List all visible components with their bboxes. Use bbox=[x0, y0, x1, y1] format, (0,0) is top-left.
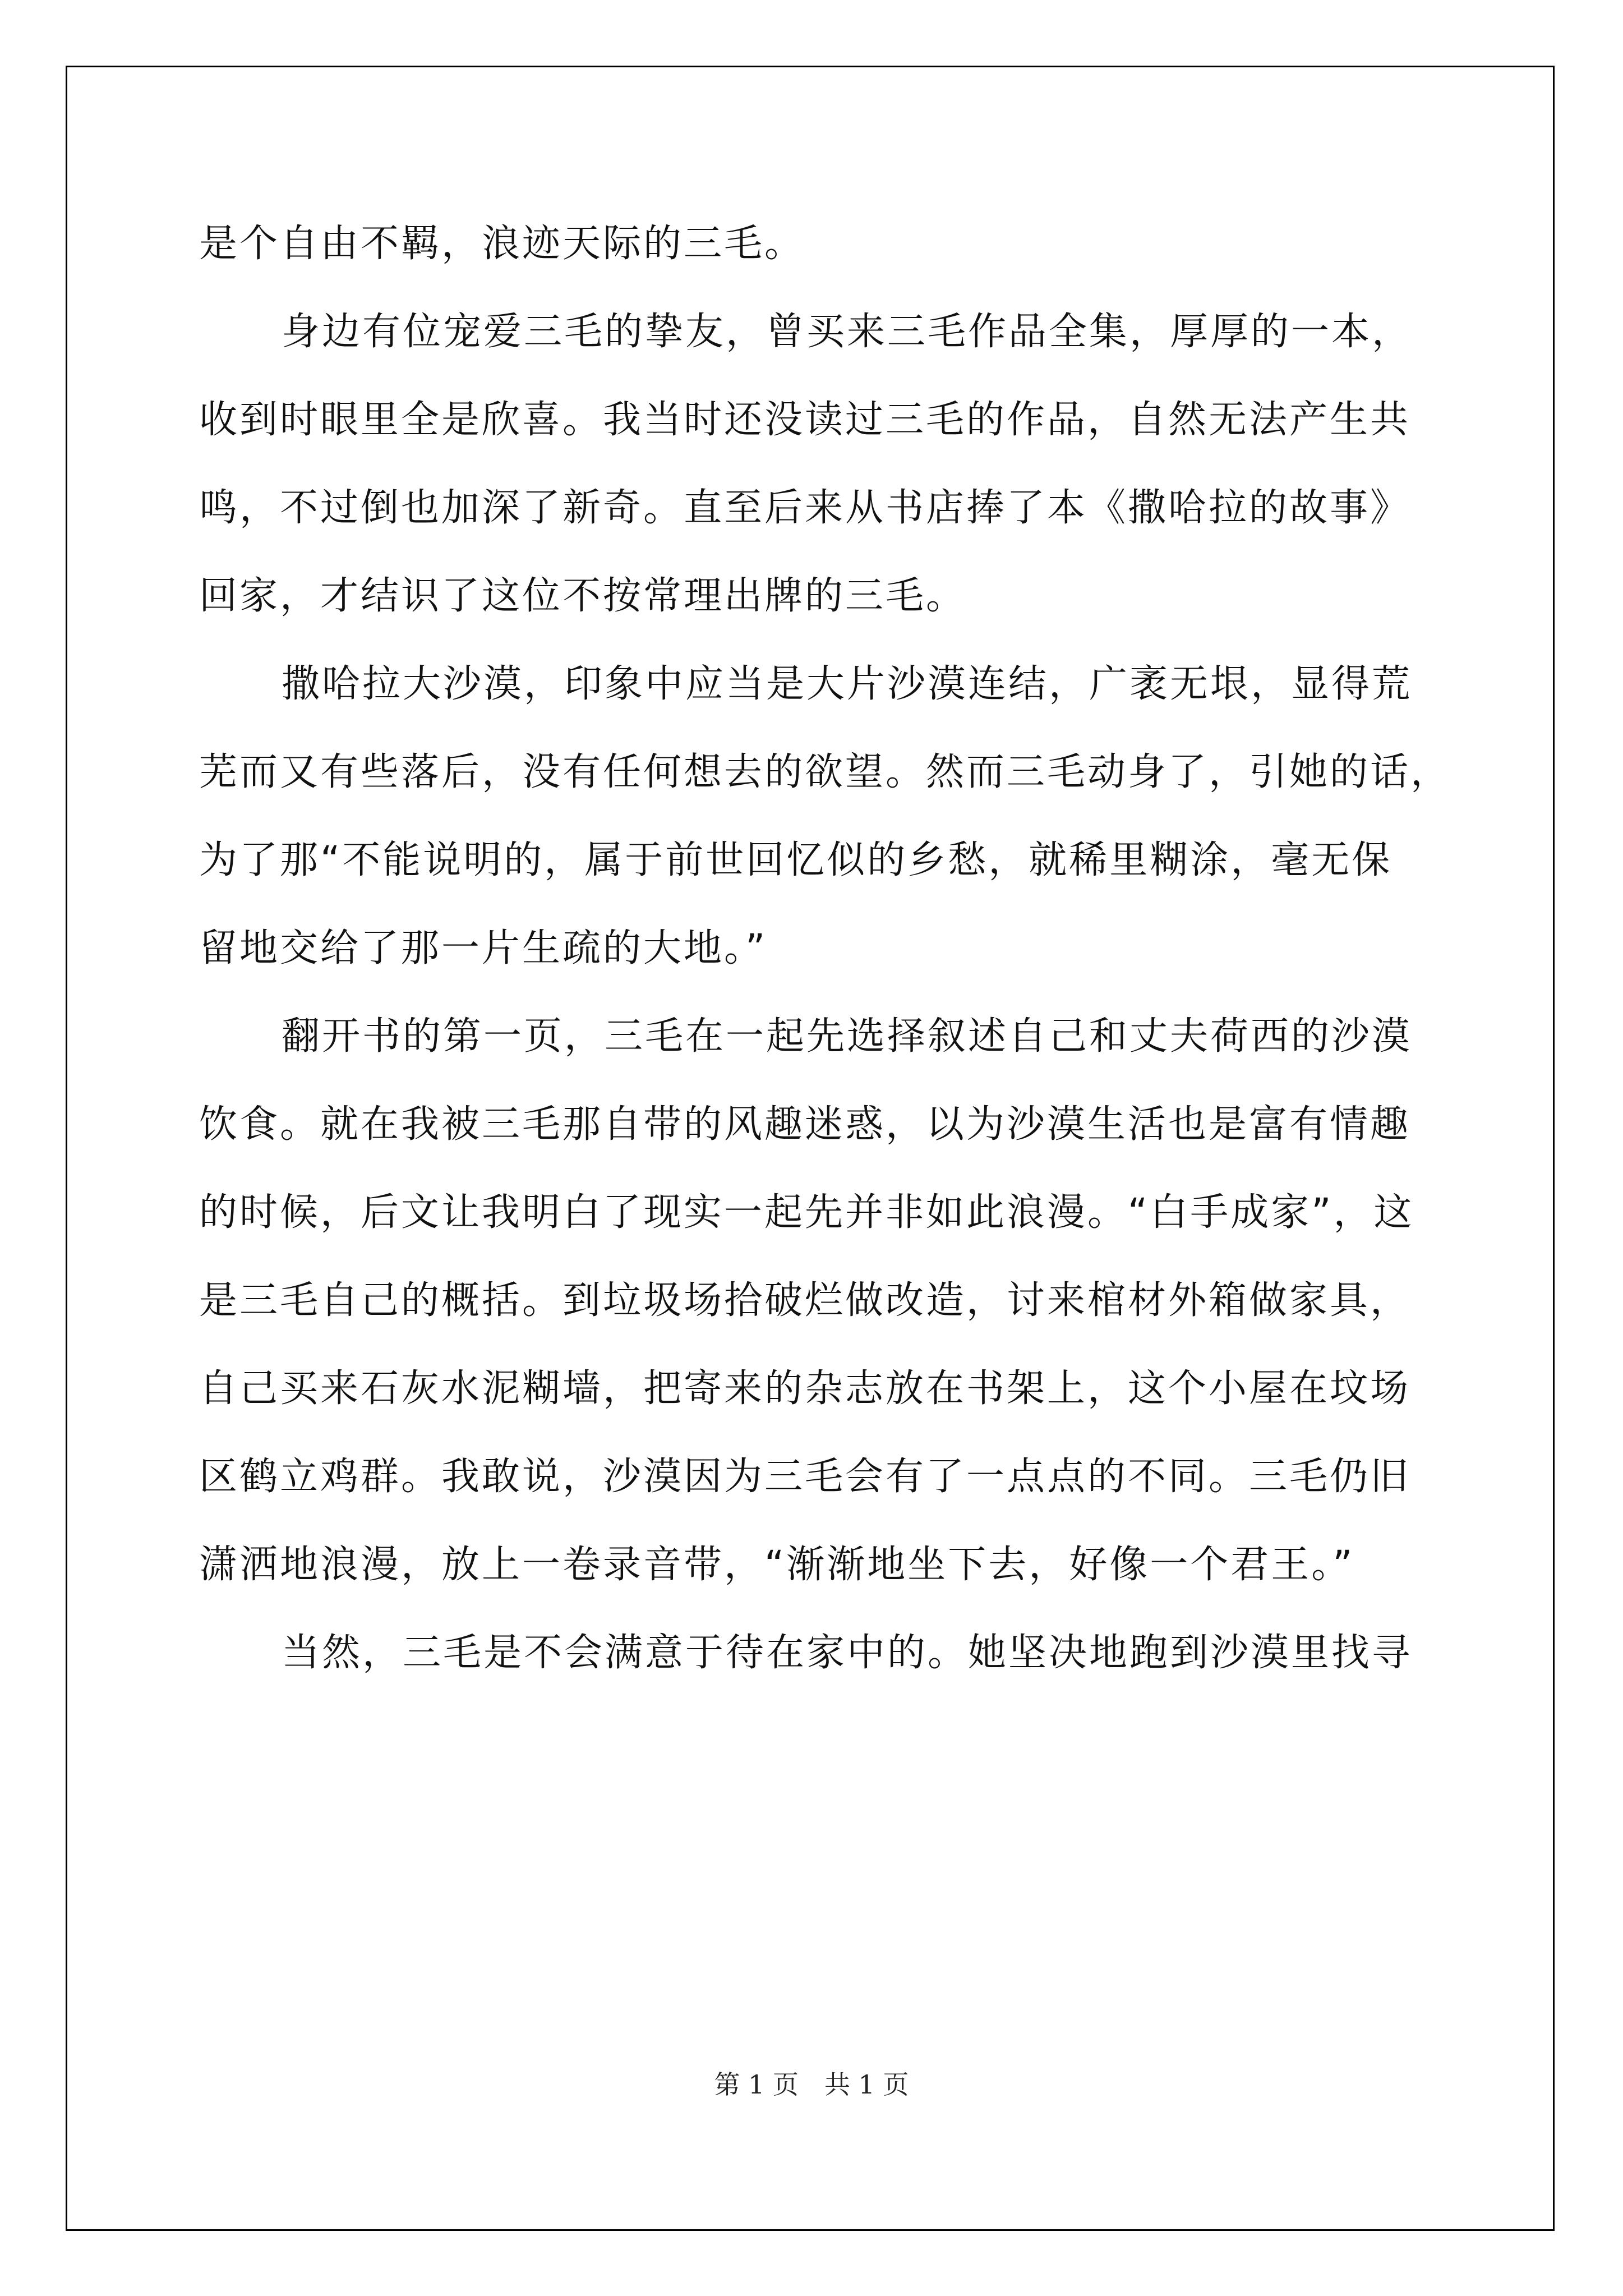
paragraph-start-line: 翻开书的第一页，三毛在一起先选择叙述自己和丈夫荷西的沙漠 bbox=[282, 1014, 1413, 1059]
page-number-footer: 第 1 页 共 1 页 bbox=[714, 2069, 909, 2100]
text-line: 回家，才结识了这位不按常理出牌的三毛。 bbox=[199, 574, 967, 618]
text-line: 自己买来石灰水泥糊墙，把寄来的杂志放在书架上，这个小屋在坟场 bbox=[199, 1366, 1411, 1411]
text-line: 是个自由不羁，浪迹天际的三毛。 bbox=[199, 222, 805, 266]
text-line: 潇洒地浪漫，放上一卷录音带，“渐渐地坐下去，好像一个君王。” bbox=[199, 1543, 1355, 1587]
text-line: 鸣，不过倒也加深了新奇。直至后来从书店捧了本《撒哈拉的故事》 bbox=[199, 486, 1411, 530]
text-line: 饮食。就在我被三毛那自带的风趣迷惑，以为沙漠生活也是富有情趣 bbox=[199, 1102, 1411, 1147]
text-line: 为了那“不能说明的，属于前世回忆似的乡愁，就稀里糊涂，毫无保 bbox=[199, 838, 1393, 882]
text-line: 是三毛自己的概括。到垃圾场拾破烂做改造，讨来棺材外箱做家具， bbox=[199, 1278, 1411, 1323]
text-line: 区鹤立鸡群。我敢说，沙漠因为三毛会有了一点点的不同。三毛仍旧 bbox=[199, 1455, 1411, 1499]
text-line: 收到时眼里全是欣喜。我当时还没读过三毛的作品，自然无法产生共 bbox=[199, 398, 1411, 442]
paragraph-start-line: 撒哈拉大沙漠，印象中应当是大片沙漠连结，广袤无垠，显得荒 bbox=[282, 662, 1413, 706]
text-line: 留地交给了那一片生疏的大地。” bbox=[199, 926, 768, 970]
text-line: 的时候，后文让我明白了现实一起先并非如此浪漫。“白手成家”，这 bbox=[199, 1190, 1414, 1235]
paragraph-start-line: 当然，三毛是不会满意于待在家中的。她坚决地跑到沙漠里找寻 bbox=[282, 1631, 1413, 1675]
paragraph-start-line: 身边有位宠爱三毛的挚友，曾买来三毛作品全集，厚厚的一本， bbox=[282, 310, 1413, 354]
text-line: 芜而又有些落后，没有任何想去的欲望。然而三毛动身了，引她的话， bbox=[199, 750, 1451, 794]
